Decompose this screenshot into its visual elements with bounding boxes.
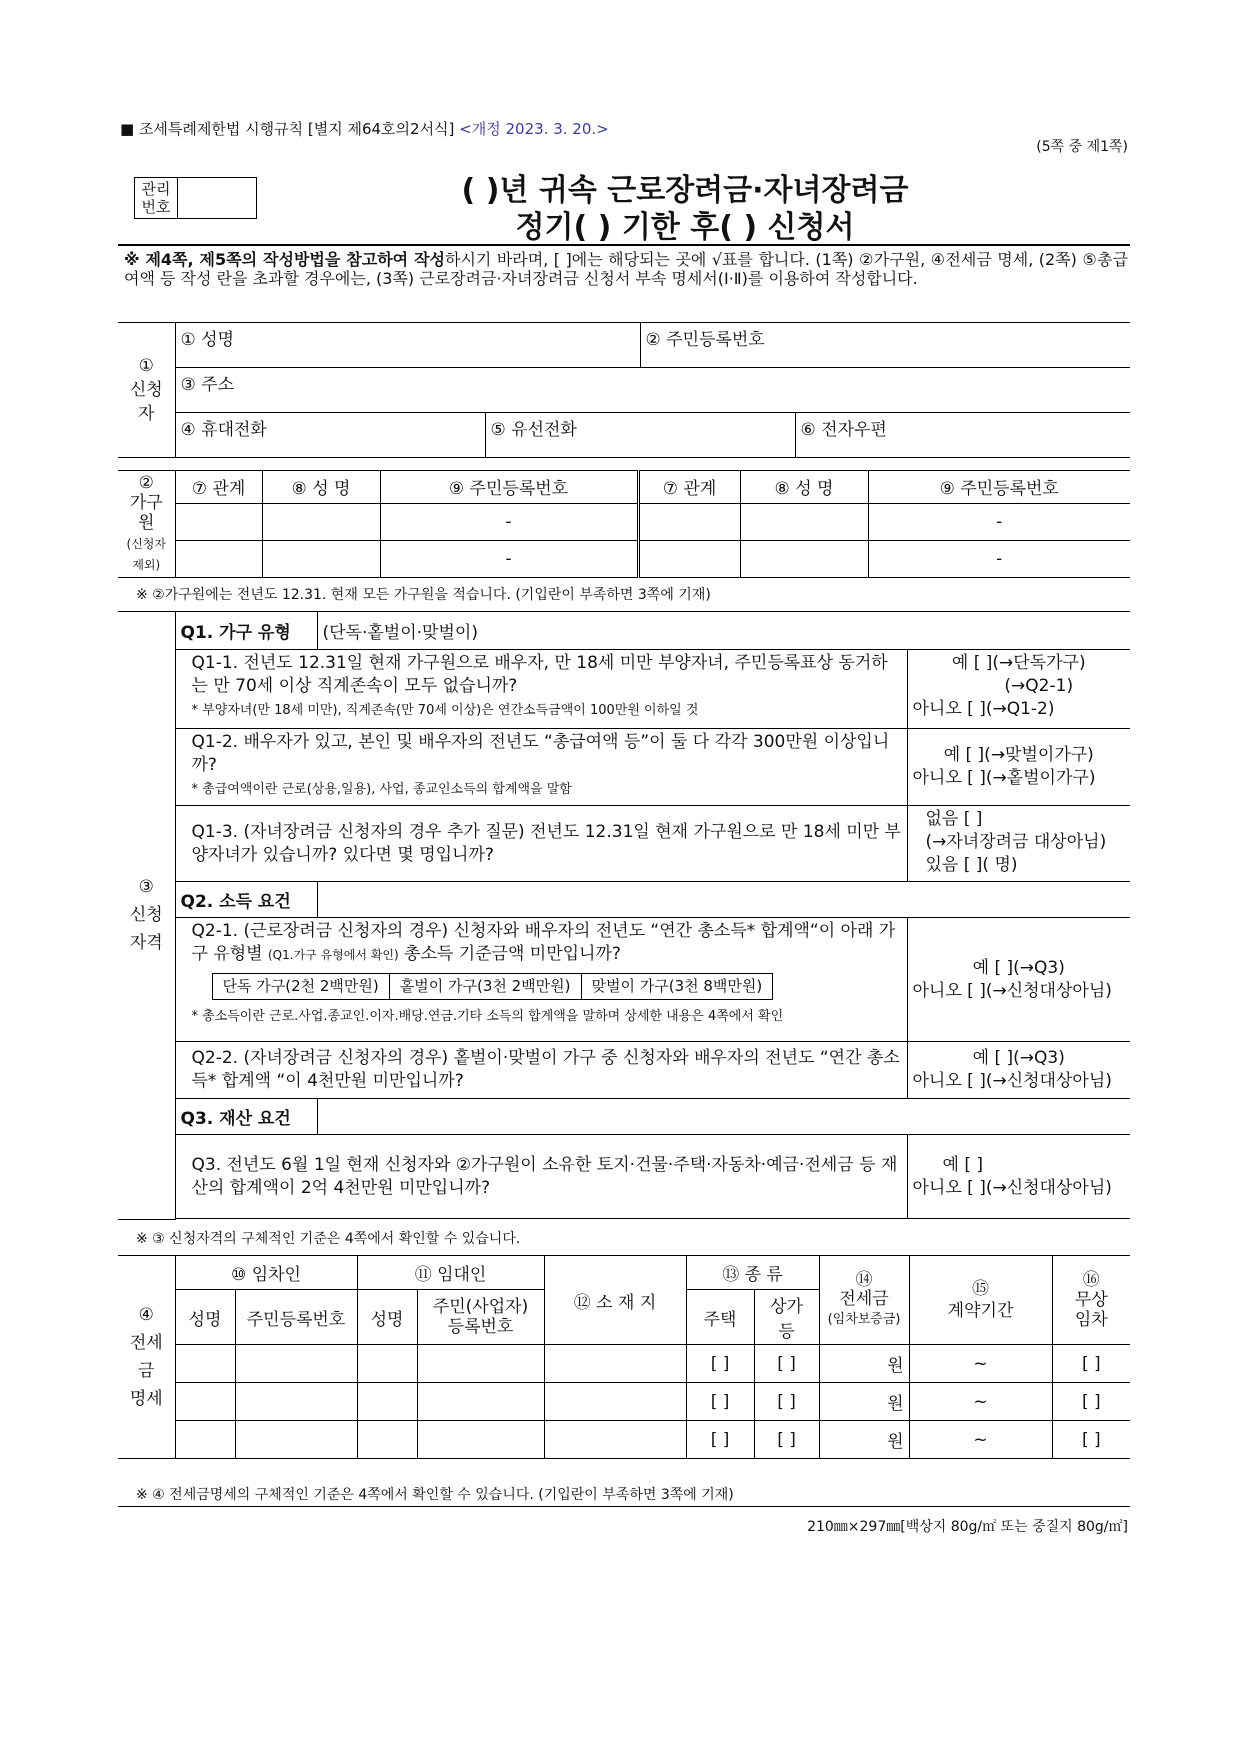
applicant-email-field[interactable]: ⑥ 전자우편	[795, 413, 1130, 458]
management-number-field[interactable]	[178, 178, 257, 219]
household-section	[118, 470, 1130, 578]
relation-field[interactable]	[638, 503, 740, 540]
q2-1-note: * 총소득이란 근로.사업.종교인.이자.배당.연금.기타 소득의 합계액을 말하며 상세한 내용은 4쪽에서 확인	[191, 1009, 784, 1024]
q1-2-question: Q1-2. 배우자가 있고, 본인 및 배우자의 전년도 “총급여액 등”이 둘 다 각각 300만원 이상입니까? * 총급여액이란 근로(상용,일용), 사업, 종교인소득의 합계액을 말함	[175, 729, 907, 806]
applicant-section-label: ① 신청자	[118, 323, 175, 458]
location-field[interactable]	[544, 1421, 686, 1459]
management-number-box	[134, 177, 257, 219]
shop-checkbox[interactable]: [ ]	[754, 1383, 819, 1421]
form-reference	[120, 118, 609, 139]
house-checkbox[interactable]: [ ]	[686, 1345, 754, 1383]
name-field[interactable]	[740, 540, 868, 577]
q1-1-question: Q1-1. 전년도 12.31일 현재 가구원으로 배우자, 만 18세 미만 부양자녀, 주민등록표상 동거하는 만 70세 이상 직계존속이 모두 없습니까? * 부양자녀(만 18세 미만), 직계존속(만 70세 이상)은 연간소득금액이 100만원 이하일 것	[175, 650, 907, 729]
divider	[118, 1506, 1130, 1507]
table-row	[118, 1421, 1130, 1459]
house-checkbox[interactable]: [ ]	[686, 1421, 754, 1459]
rrn-field[interactable]: -	[868, 503, 1130, 540]
deposit-field[interactable]: 원	[819, 1345, 909, 1383]
col-rrn: ⑨ 주민등록번호	[868, 471, 1130, 504]
form-title-line2: 정기( ) 기한 후( ) 신청서	[515, 210, 855, 245]
rrn-field[interactable]: -	[868, 540, 1130, 577]
name-field[interactable]	[262, 503, 380, 540]
deposit-header: ⑭ 전세금 (임차보증금)	[819, 1256, 909, 1345]
lessee-name-field[interactable]	[175, 1383, 235, 1421]
eligibility-footnote: ※ ③ 신청자격의 구체적인 기준은 4쪽에서 확인할 수 있습니다.	[136, 1231, 521, 1247]
lessor-name-field[interactable]	[357, 1421, 417, 1459]
applicant-address-field[interactable]: ③ 주소	[175, 368, 1130, 413]
income-threshold-list	[212, 973, 902, 1000]
lease-section	[118, 1255, 1130, 1459]
q2-1-question: Q2-1. (근로장려금 신청자의 경우) 신청자와 배우자의 전년도 “연간 총소득* 합계액“이 아래 가구 유형별 (Q1.가구 유형에서 확인) 총소득 기준금액 미만입니까? 단독 가구(2천 2백만원) 홑벌이 가구(3천 2백만원) 맞벌이 가구(3천 8백만원) * 총소득이란 근로.사업.종교인.이자.배당.연금.기타 소득의 합계액을 말하며 상세한 내용은 4쪽에서 확인	[175, 918, 907, 1042]
relation-field[interactable]	[638, 540, 740, 577]
col-name: ⑧ 성 명	[740, 471, 868, 504]
household-footnote: ※ ②가구원에는 전년도 12.31. 현재 모든 가구원을 적습니다. (기입란이 부족하면 3쪽에 기재)	[136, 587, 711, 603]
q3-question: Q3. 전년도 6월 1일 현재 신청자와 ②가구원이 소유한 토지·건물·주택·자동차·예금·전세금 등 재산의 합계액이 2억 4천만원 미만입니까?	[175, 1135, 907, 1219]
free-lease-checkbox[interactable]: [ ]	[1052, 1421, 1130, 1459]
threshold-single: 단독 가구(2천 2백만원)	[212, 973, 390, 1000]
name-field[interactable]	[262, 540, 380, 577]
lessee-header: ⑩ 임차인	[175, 1256, 357, 1290]
location-field[interactable]	[544, 1345, 686, 1383]
applicant-section	[118, 322, 1130, 458]
lessee-rrn-field[interactable]	[235, 1345, 357, 1383]
table-row	[118, 540, 1130, 577]
q3-title: Q3. 재산 요건	[175, 1099, 317, 1135]
period-field[interactable]: ~	[909, 1383, 1052, 1421]
free-lease-header: ⑯ 무상 임차	[1052, 1256, 1130, 1345]
paper-spec: 210㎜×297㎜[백상지 80g/㎡ 또는 중질지 80g/㎡]	[807, 1519, 1128, 1535]
col-relation: ⑦ 관계	[638, 471, 740, 504]
lessor-name-field[interactable]	[357, 1345, 417, 1383]
instruction-bold: 제4쪽, 제5쪽의 작성방법을 참고하여 작성	[145, 250, 445, 269]
free-lease-checkbox[interactable]: [ ]	[1052, 1345, 1130, 1383]
form-title-line1: ( )년 귀속 근로장려금·자녀장려금	[461, 173, 909, 208]
law-reference: ■ 조세특례제한법 시행규칙 [별지 제64호의2서식]	[120, 120, 455, 138]
location-header: ⑫ 소 재 지	[544, 1256, 686, 1345]
lessee-rrn-field[interactable]	[235, 1383, 357, 1421]
divider	[118, 244, 1130, 246]
table-row	[118, 503, 1130, 540]
threshold-one-earner: 홑벌이 가구(3천 2백만원)	[389, 973, 582, 1000]
period-field[interactable]: ~	[909, 1421, 1052, 1459]
eligibility-section-label: ③ 신청 자격	[118, 612, 175, 1220]
free-lease-checkbox[interactable]: [ ]	[1052, 1383, 1130, 1421]
col-relation: ⑦ 관계	[175, 471, 262, 504]
deposit-field[interactable]: 원	[819, 1421, 909, 1459]
q1-types: (단독·홑벌이·맞벌이)	[317, 612, 1130, 650]
lessee-rrn-field[interactable]	[235, 1421, 357, 1459]
page-number: (5쪽 중 제1쪽)	[1036, 139, 1128, 155]
lease-section-label: ④ 전세금 명세	[118, 1256, 175, 1459]
shop-checkbox[interactable]: [ ]	[754, 1421, 819, 1459]
lessor-rrn-header: 주민(사업자) 등록번호	[417, 1290, 544, 1345]
applicant-rrn-field[interactable]: ② 주민등록번호	[640, 323, 1130, 368]
lessee-rrn-header: 주민등록번호	[235, 1290, 357, 1345]
shop-header: 상가 등	[754, 1290, 819, 1345]
q1-2-answer[interactable]: 예 [ ](→맞벌이가구) 아니오 [ ](→홑벌이가구)	[907, 729, 1130, 806]
lessee-name-field[interactable]	[175, 1421, 235, 1459]
threshold-two-earner: 맞벌이 가구(3천 8백만원)	[581, 973, 774, 1000]
q1-3-answer[interactable]: 없음 [ ] (→자녀장려금 대상아님) 있음 [ ]( 명)	[907, 806, 1130, 882]
instruction-note: ※ 제4쪽, 제5쪽의 작성방법을 참고하여 작성하시기 바라며, [ ]에는 해당되는 곳에 √표를 합니다. (1쪽) ②가구원, ④전세금 명세, (2쪽) ⑤총급여액 등 작성 란을 초과할 경우에는, (3쪽) 근로장려금·자녀장려금 신청서 부속 명세서(Ⅰ·Ⅱ)를 이용하여 작성합니다.	[124, 250, 1129, 288]
lessee-name-header: 성명	[175, 1290, 235, 1345]
eligibility-section	[118, 611, 1130, 1220]
applicant-mobile-field[interactable]: ④ 휴대전화	[175, 413, 485, 458]
lessor-name-header: 성명	[357, 1290, 417, 1345]
lessor-header: ⑪ 임대인	[357, 1256, 544, 1290]
management-number-label: 관리 번호	[135, 178, 178, 219]
lessor-name-field[interactable]	[357, 1383, 417, 1421]
revision-date: <개정 2023. 3. 20.>	[459, 120, 609, 138]
lessor-rrn-field[interactable]	[417, 1421, 544, 1459]
q2-2-answer[interactable]: 예 [ ](→Q3) 아니오 [ ](→신청대상아님)	[907, 1042, 1130, 1099]
name-field[interactable]	[740, 503, 868, 540]
shop-checkbox[interactable]: [ ]	[754, 1345, 819, 1383]
location-field[interactable]	[544, 1383, 686, 1421]
lessee-name-field[interactable]	[175, 1345, 235, 1383]
q1-1-note: * 부양자녀(만 18세 미만), 직계존속(만 70세 이상)은 연간소득금액이 100만원 이하일 것	[191, 703, 699, 718]
q1-1-answer[interactable]: 예 [ ](→단독가구) (→Q2-1) 아니오 [ ](→Q1-2)	[907, 650, 1130, 729]
table-row	[118, 1383, 1130, 1421]
q1-3-question: Q1-3. (자녀장려금 신청자의 경우 추가 질문) 전년도 12.31일 현재 가구원으로 만 18세 미만 부양자녀가 있습니까? 있다면 몇 명입니까?	[175, 806, 907, 882]
q1-2-note: * 총급여액이란 근로(상용,일용), 사업, 종교인소득의 합계액을 말함	[191, 782, 572, 797]
rrn-field[interactable]: -	[380, 540, 638, 577]
period-field[interactable]: ~	[909, 1345, 1052, 1383]
deposit-field[interactable]: 원	[819, 1383, 909, 1421]
applicant-phone-field[interactable]: ⑤ 유선전화	[485, 413, 795, 458]
house-header: 주택	[686, 1290, 754, 1345]
col-name: ⑧ 성 명	[262, 471, 380, 504]
kind-header: ⑬ 종 류	[686, 1256, 819, 1290]
rrn-field[interactable]: -	[380, 503, 638, 540]
q1-title: Q1. 가구 유형	[175, 612, 317, 650]
lessor-rrn-field[interactable]	[417, 1345, 544, 1383]
q2-1-answer[interactable]: 예 [ ](→Q3) 아니오 [ ](→신청대상아님)	[907, 918, 1130, 1042]
table-row	[118, 1345, 1130, 1383]
relation-field[interactable]	[175, 503, 262, 540]
q2-title: Q2. 소득 요건	[175, 882, 317, 918]
applicant-name-field[interactable]: ① 성명	[175, 323, 640, 368]
lessor-rrn-field[interactable]	[417, 1383, 544, 1421]
period-header: ⑮ 계약기간	[909, 1256, 1052, 1345]
col-rrn: ⑨ 주민등록번호	[380, 471, 638, 504]
q2-2-question: Q2-2. (자녀장려금 신청자의 경우) 홑벌이·맞벌이 가구 중 신청자와 배우자의 전년도 “연간 총소득* 합계액 “이 4천만원 미만입니까?	[175, 1042, 907, 1099]
household-section-label: ② 가구원 (신청자 제외)	[118, 471, 175, 578]
relation-field[interactable]	[175, 540, 262, 577]
q3-answer[interactable]: 예 [ ] 아니오 [ ](→신청대상아님)	[907, 1135, 1130, 1219]
lease-footnote: ※ ④ 전세금명세의 구체적인 기준은 4쪽에서 확인할 수 있습니다. (기입란이 부족하면 3쪽에 기재)	[136, 1487, 734, 1503]
house-checkbox[interactable]: [ ]	[686, 1383, 754, 1421]
